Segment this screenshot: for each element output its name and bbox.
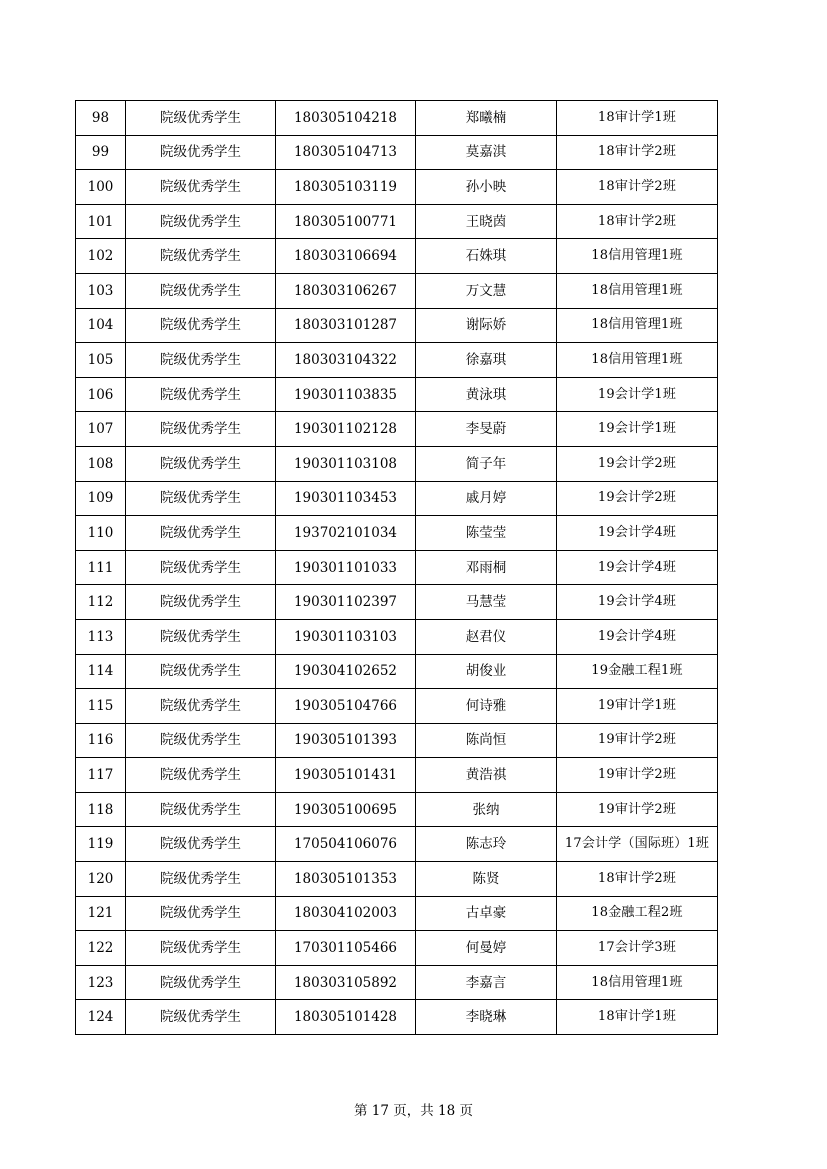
cell-student-id: 170504106076 [276,827,416,862]
cell-class: 18金融工程2班 [557,896,718,931]
cell-award: 院级优秀学生 [126,204,276,239]
cell-class: 18信用管理1班 [557,965,718,1000]
table-row [76,792,718,827]
cell-student-name: 陈莹莹 [416,516,557,551]
cell-student-name: 石姝琪 [416,239,557,274]
cell-student-id: 170301105466 [276,931,416,966]
cell-award: 院级优秀学生 [126,689,276,724]
cell-award: 院级优秀学生 [126,654,276,689]
cell-student-id: 180303106694 [276,239,416,274]
cell-class: 19会计学4班 [557,619,718,654]
cell-student-name: 赵君仪 [416,619,557,654]
table-row [76,343,718,378]
cell-student-id: 190301103103 [276,619,416,654]
table-row [76,1000,718,1035]
cell-award: 院级优秀学生 [126,931,276,966]
table-row [76,170,718,205]
cell-student-name: 陈志玲 [416,827,557,862]
cell-award: 院级优秀学生 [126,308,276,343]
table-row [76,654,718,689]
table-row [76,204,718,239]
cell-student-name: 孙小映 [416,170,557,205]
cell-student-id: 190301101033 [276,550,416,585]
cell-award: 院级优秀学生 [126,758,276,793]
cell-index: 105 [76,343,126,378]
cell-index: 101 [76,204,126,239]
cell-student-id: 190301103453 [276,481,416,516]
cell-class: 19会计学4班 [557,550,718,585]
cell-award: 院级优秀学生 [126,619,276,654]
cell-index: 99 [76,135,126,170]
table-row [76,135,718,170]
cell-student-id: 180303104322 [276,343,416,378]
cell-student-name: 谢际娇 [416,308,557,343]
cell-student-name: 李晓琳 [416,1000,557,1035]
cell-student-id: 180303105892 [276,965,416,1000]
table-row [76,308,718,343]
cell-award: 院级优秀学生 [126,896,276,931]
cell-index: 110 [76,516,126,551]
cell-award: 院级优秀学生 [126,446,276,481]
cell-class: 17会计学3班 [557,931,718,966]
cell-student-id: 180305103119 [276,170,416,205]
cell-student-name: 黄泳琪 [416,377,557,412]
cell-award: 院级优秀学生 [126,273,276,308]
page-number-footer: 第 17 页，共 18 页 [353,1103,474,1119]
table-row [76,377,718,412]
table-row [76,965,718,1000]
cell-index: 123 [76,965,126,1000]
cell-student-name: 莫嘉淇 [416,135,557,170]
cell-student-name: 何曼婷 [416,931,557,966]
cell-index: 100 [76,170,126,205]
cell-class: 18信用管理1班 [557,308,718,343]
cell-student-id: 180305100771 [276,204,416,239]
cell-student-id: 193702101034 [276,516,416,551]
table-row [76,862,718,897]
cell-index: 106 [76,377,126,412]
cell-student-name: 郑曦楠 [416,101,557,136]
cell-class: 19会计学1班 [557,412,718,447]
cell-index: 120 [76,862,126,897]
cell-class: 19会计学2班 [557,446,718,481]
cell-class: 18审计学2班 [557,135,718,170]
cell-student-id: 190305100695 [276,792,416,827]
cell-index: 102 [76,239,126,274]
cell-student-id: 190305101393 [276,723,416,758]
cell-award: 院级优秀学生 [126,792,276,827]
cell-index: 109 [76,481,126,516]
table-row [76,273,718,308]
cell-class: 18信用管理1班 [557,343,718,378]
cell-index: 113 [76,619,126,654]
cell-index: 103 [76,273,126,308]
cell-index: 104 [76,308,126,343]
cell-class: 18信用管理1班 [557,239,718,274]
award-list-table [75,100,718,1035]
table-row [76,446,718,481]
cell-class: 19审计学2班 [557,723,718,758]
cell-award: 院级优秀学生 [126,827,276,862]
table-row [76,101,718,136]
cell-class: 17会计学（国际班）1班 [557,827,718,862]
cell-class: 19会计学4班 [557,516,718,551]
cell-index: 107 [76,412,126,447]
cell-class: 19会计学1班 [557,377,718,412]
table-row [76,758,718,793]
cell-student-name: 何诗雅 [416,689,557,724]
cell-award: 院级优秀学生 [126,135,276,170]
cell-student-id: 190301103108 [276,446,416,481]
cell-student-name: 万文慧 [416,273,557,308]
table-row [76,827,718,862]
cell-student-id: 190304102652 [276,654,416,689]
cell-index: 98 [76,101,126,136]
cell-student-id: 190301103835 [276,377,416,412]
cell-student-id: 190301102397 [276,585,416,620]
cell-student-name: 徐嘉琪 [416,343,557,378]
cell-award: 院级优秀学生 [126,585,276,620]
cell-student-name: 李旻蔚 [416,412,557,447]
cell-student-name: 张纳 [416,792,557,827]
cell-index: 114 [76,654,126,689]
table-row [76,896,718,931]
cell-index: 111 [76,550,126,585]
cell-student-id: 190305104766 [276,689,416,724]
cell-index: 118 [76,792,126,827]
table-row [76,550,718,585]
cell-award: 院级优秀学生 [126,170,276,205]
cell-student-name: 简子年 [416,446,557,481]
cell-class: 19会计学2班 [557,481,718,516]
cell-index: 124 [76,1000,126,1035]
cell-index: 117 [76,758,126,793]
cell-student-id: 180305104713 [276,135,416,170]
cell-award: 院级优秀学生 [126,862,276,897]
cell-class: 18信用管理1班 [557,273,718,308]
cell-class: 19会计学4班 [557,585,718,620]
cell-student-id: 180303106267 [276,273,416,308]
cell-award: 院级优秀学生 [126,481,276,516]
cell-index: 115 [76,689,126,724]
cell-student-name: 马慧莹 [416,585,557,620]
cell-student-id: 180305104218 [276,101,416,136]
cell-class: 19审计学2班 [557,792,718,827]
cell-class: 19金融工程1班 [557,654,718,689]
cell-index: 121 [76,896,126,931]
cell-class: 18审计学1班 [557,1000,718,1035]
table-row [76,689,718,724]
cell-index: 119 [76,827,126,862]
cell-student-id: 190305101431 [276,758,416,793]
cell-award: 院级优秀学生 [126,377,276,412]
table-row [76,412,718,447]
table-row [76,931,718,966]
cell-student-id: 180305101353 [276,862,416,897]
cell-student-id: 180305101428 [276,1000,416,1035]
table-row [76,585,718,620]
cell-award: 院级优秀学生 [126,723,276,758]
cell-student-name: 王晓茵 [416,204,557,239]
cell-student-name: 邓雨桐 [416,550,557,585]
cell-student-name: 李嘉言 [416,965,557,1000]
cell-index: 112 [76,585,126,620]
cell-award: 院级优秀学生 [126,1000,276,1035]
cell-index: 122 [76,931,126,966]
cell-student-name: 黄浩祺 [416,758,557,793]
cell-award: 院级优秀学生 [126,343,276,378]
cell-class: 18审计学2班 [557,170,718,205]
cell-index: 108 [76,446,126,481]
cell-class: 18审计学2班 [557,862,718,897]
table-row [76,239,718,274]
table-row [76,619,718,654]
cell-class: 18审计学1班 [557,101,718,136]
table-row [76,516,718,551]
cell-student-id: 190301102128 [276,412,416,447]
cell-class: 19审计学2班 [557,758,718,793]
cell-student-name: 陈尚恒 [416,723,557,758]
cell-award: 院级优秀学生 [126,550,276,585]
cell-index: 116 [76,723,126,758]
cell-class: 18审计学2班 [557,204,718,239]
cell-class: 19审计学1班 [557,689,718,724]
cell-award: 院级优秀学生 [126,516,276,551]
cell-student-name: 胡俊业 [416,654,557,689]
table-row [76,723,718,758]
cell-student-id: 180304102003 [276,896,416,931]
cell-award: 院级优秀学生 [126,965,276,1000]
cell-award: 院级优秀学生 [126,101,276,136]
cell-student-name: 陈贤 [416,862,557,897]
cell-student-name: 戚月婷 [416,481,557,516]
cell-student-name: 古卓豪 [416,896,557,931]
cell-award: 院级优秀学生 [126,239,276,274]
table-row [76,481,718,516]
cell-award: 院级优秀学生 [126,412,276,447]
table-body [76,101,718,1035]
cell-student-id: 180303101287 [276,308,416,343]
